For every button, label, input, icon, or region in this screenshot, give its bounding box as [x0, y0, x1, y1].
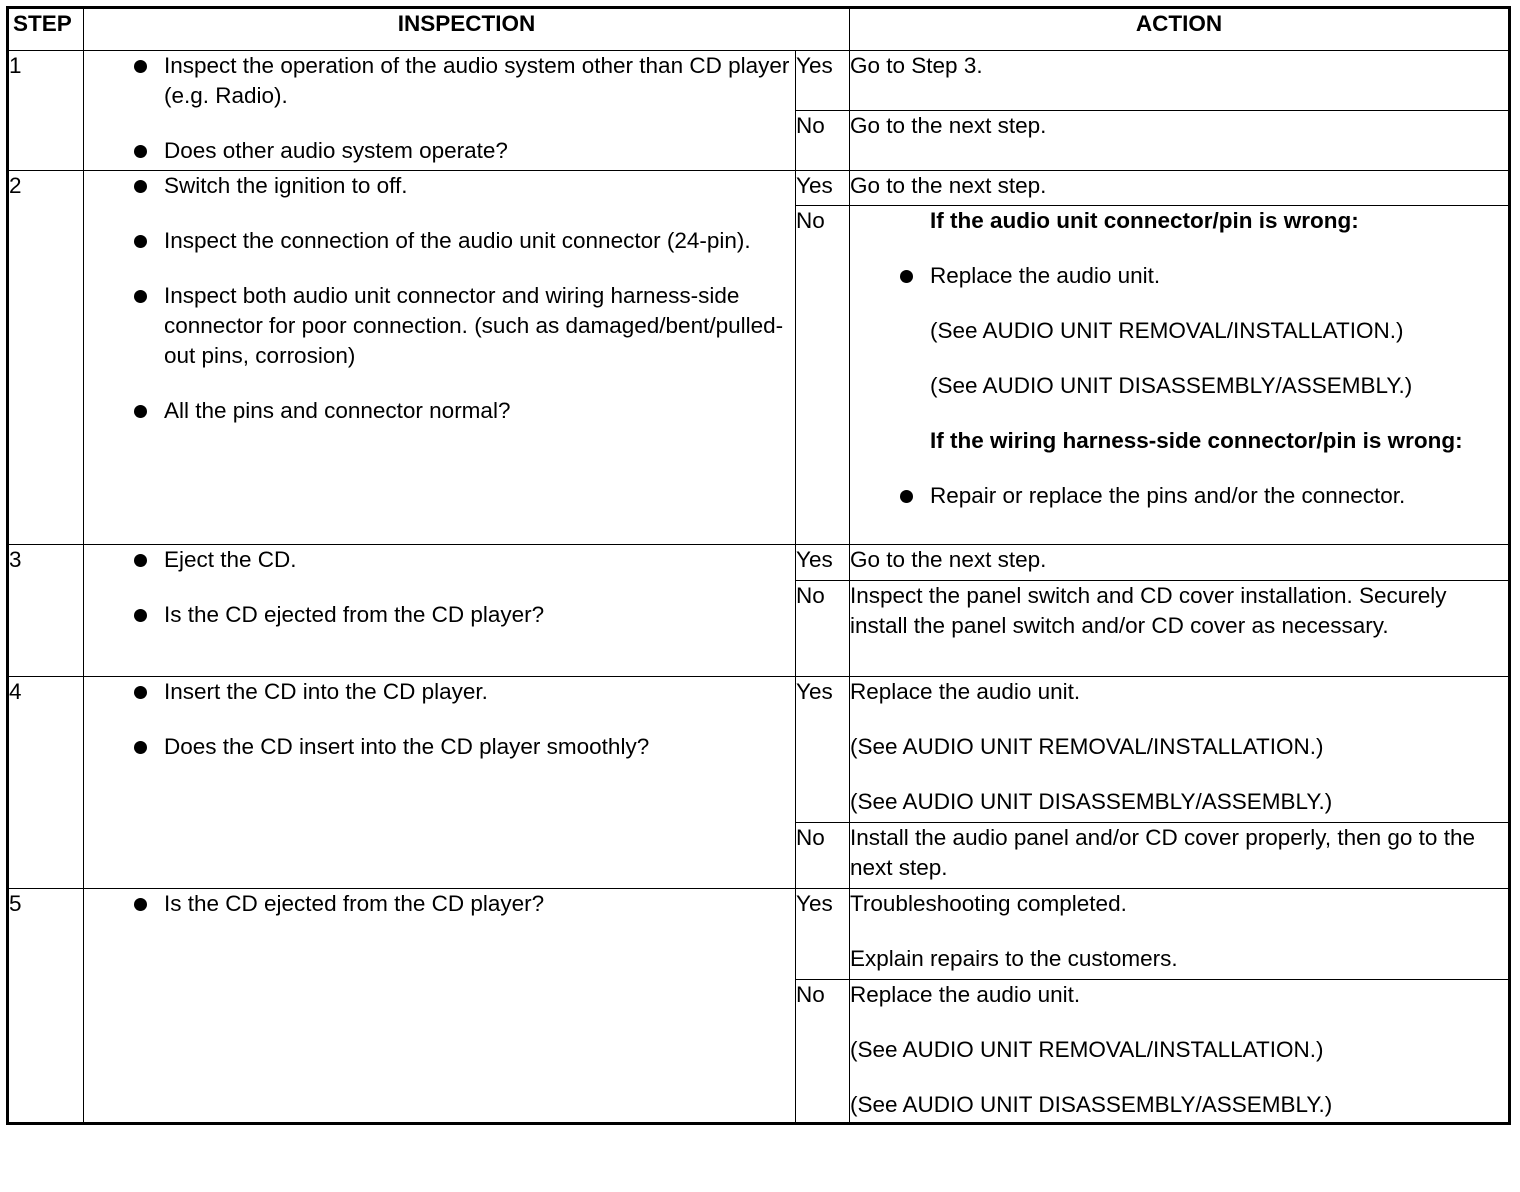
- inspection-item: Inspect both audio unit connector and wiring harness-side connector for poor connection. (such as damaged/bent/pulled-out pins, corrosion): [84, 281, 795, 371]
- inspection-item: Is the CD ejected from the CD player?: [84, 889, 795, 919]
- condition-heading: If the wiring harness-side connector/pin is wrong:: [930, 428, 1463, 453]
- step-2-yes-action: [850, 171, 1510, 206]
- step-3-number: 3: [8, 545, 84, 677]
- inspection-item: Switch the ignition to off.: [84, 171, 795, 201]
- header-action: ACTION: [850, 8, 1510, 51]
- action-text: Replace the audio unit.: [850, 982, 1081, 1007]
- action-text: Go to the next step.: [850, 113, 1047, 138]
- action-text: Troubleshooting completed.: [850, 891, 1127, 916]
- step-3-no-label: No: [796, 581, 850, 677]
- step-5-number: 5: [8, 889, 84, 1124]
- step-5-inspection: [84, 889, 796, 1124]
- step-2-no-action: [850, 206, 1510, 545]
- condition-heading: If the audio unit connector/pin is wrong:: [930, 208, 1359, 233]
- action-text: Replace the audio unit.: [850, 679, 1081, 704]
- inspection-item: Inspect the connection of the audio unit connector (24-pin).: [84, 226, 795, 256]
- reference-text: (See AUDIO UNIT DISASSEMBLY/ASSEMBLY.): [850, 789, 1333, 814]
- inspection-item: Insert the CD into the CD player.: [84, 677, 795, 707]
- step-5-no-action: [850, 980, 1510, 1124]
- action-text: Go to Step 3.: [850, 53, 983, 78]
- troubleshooting-table: [6, 6, 1511, 1125]
- step-3-inspection: [84, 545, 796, 677]
- step-2-number: 2: [8, 171, 84, 545]
- step-4-no-action: [850, 823, 1510, 889]
- header-inspection: INSPECTION: [84, 8, 850, 51]
- inspection-item: Does the CD insert into the CD player smoothly?: [84, 732, 795, 762]
- step-3-no-action: [850, 581, 1510, 677]
- step-4-yes-row: [8, 677, 1510, 823]
- step-4-yes-label: Yes: [796, 677, 850, 823]
- step-3-yes-row: [8, 545, 1510, 581]
- action-text: Inspect the panel switch and CD cover installation. Securely install the panel switch and/or CD cover as necessary.: [850, 583, 1447, 638]
- header-row: [8, 8, 1510, 51]
- inspection-item: Is the CD ejected from the CD player?: [84, 600, 795, 630]
- inspection-item: Does other audio system operate?: [84, 136, 795, 166]
- step-1-number: 1: [8, 51, 84, 171]
- step-4-inspection: [84, 677, 796, 889]
- step-4-yes-action: [850, 677, 1510, 823]
- reference-text: (See AUDIO UNIT REMOVAL/INSTALLATION.): [930, 318, 1404, 343]
- action-item: Replace the audio unit.: [898, 261, 1508, 291]
- step-1-no-label: No: [796, 111, 850, 171]
- step-5-yes-action: [850, 889, 1510, 980]
- reference-text: (See AUDIO UNIT REMOVAL/INSTALLATION.): [850, 1037, 1324, 1062]
- action-text: Go to the next step.: [850, 547, 1047, 572]
- step-1-yes-label: Yes: [796, 51, 850, 111]
- step-1-yes-row: [8, 51, 1510, 111]
- header-step: STEP: [8, 8, 84, 51]
- inspection-item: All the pins and connector normal?: [84, 396, 795, 426]
- step-2-inspection: [84, 171, 796, 545]
- step-5-yes-label: Yes: [796, 889, 850, 980]
- action-text: Explain repairs to the customers.: [850, 946, 1178, 971]
- step-5-no-label: No: [796, 980, 850, 1124]
- reference-text: (See AUDIO UNIT REMOVAL/INSTALLATION.): [850, 734, 1324, 759]
- action-item: Repair or replace the pins and/or the connector.: [898, 481, 1508, 511]
- action-text: Go to the next step.: [850, 173, 1047, 198]
- troubleshooting-table-sheet: [6, 6, 1508, 1187]
- step-1-no-action: [850, 111, 1510, 171]
- step-4-number: 4: [8, 677, 84, 889]
- step-3-yes-action: [850, 545, 1510, 581]
- step-4-no-label: No: [796, 823, 850, 889]
- step-2-yes-row: [8, 171, 1510, 206]
- step-2-no-label: No: [796, 206, 850, 545]
- step-5-yes-row: [8, 889, 1510, 980]
- inspection-item: Inspect the operation of the audio system other than CD player (e.g. Radio).: [84, 51, 795, 111]
- step-1-yes-action: [850, 51, 1510, 111]
- action-text: Install the audio panel and/or CD cover properly, then go to the next step.: [850, 825, 1475, 880]
- reference-text: (See AUDIO UNIT DISASSEMBLY/ASSEMBLY.): [850, 1092, 1333, 1117]
- step-1-inspection: [84, 51, 796, 171]
- inspection-item: Eject the CD.: [84, 545, 795, 575]
- step-2-yes-label: Yes: [796, 171, 850, 206]
- reference-text: (See AUDIO UNIT DISASSEMBLY/ASSEMBLY.): [930, 373, 1413, 398]
- step-3-yes-label: Yes: [796, 545, 850, 581]
